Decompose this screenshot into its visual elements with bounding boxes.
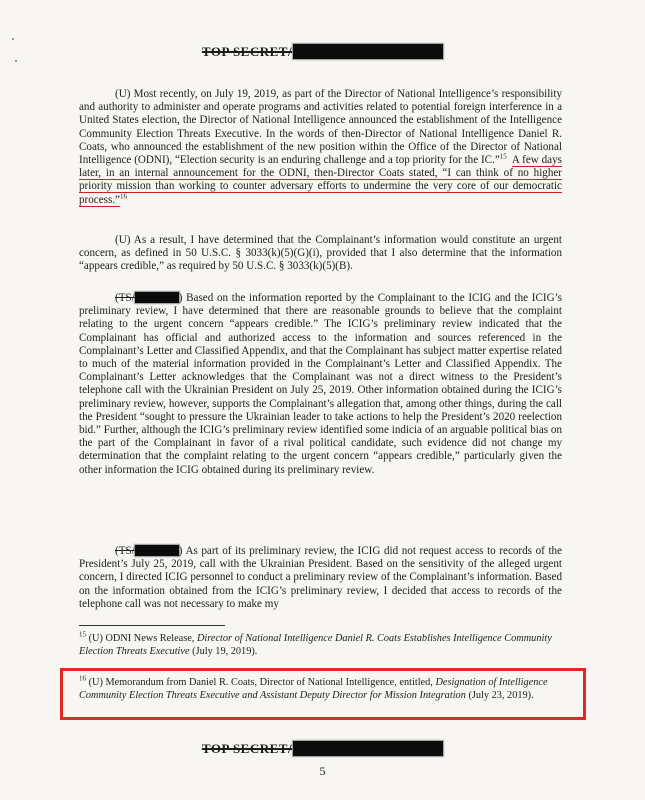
paragraph-3-redaction: [135, 292, 179, 303]
footnote-15-date: (July 19, 2019).: [192, 645, 258, 657]
paragraph-1: [79, 88, 562, 207]
footnote-divider: [79, 625, 225, 626]
paragraph-4-redaction: [135, 545, 179, 556]
paragraph-2: [79, 234, 562, 274]
header-classification-text: TOP SECRET/: [201, 44, 293, 59]
scan-speck: [12, 38, 14, 40]
footnote-ref-16: 16: [119, 191, 127, 200]
paragraph-3-text: Based on the information reported by the Complainant to the ICIG and the ICIG’s preliminary review, I have determined that there are reasonable grounds to believe that the complaint relating to the urgent concern “appears credible.” The ICIG’s preliminary review indicated that the Complainant has official and authorized access to the information and sources referenced in the Complainant’s Letter and Classified Appendix, and that the Complainant has subject matter expertise related to much of the material information provided in the Complainant’s Letter and Classified Appendix. The Complainant’s Letter acknowledges that the Complainant was not a direct witness to the President’s telephone call with the Ukrainian President on July 25, 2019. Other information obtained during the ICIG’s preliminary review, however, supports the Complainant’s allegation that, among other things, during the call the President “sought to pressure the Ukrainian leader to take actions to help the President’s 2020 reelection bid.” Further, although the ICIG’s preliminary review identified some indicia of an arguable political bias on the part of the Complainant in favor of a rival political candidate, such evidence did not change my determination that the complaint relating to the urgent concern “appears credible,” particularly given the other information the ICIG obtained during its preliminary review.: [79, 292, 562, 476]
paragraph-1-text: (U) Most recently, on July 19, 2019, as part of the Director of National Intelligence’s responsibility and authority to administer and operate programs and activities related to potential foreign interference in a United States election, the Director of National Intelligence announced the establishment of the Intelligence Community Election Threats Executive. In the words of then-Director of National Intelligence Daniel R. Coats, who announced the establishment of the new position within the Office of the Director of National Intelligence (ODNI), “Election security is an enduring challenge and a top priority for the IC.”: [79, 88, 562, 167]
footnote-16-text: (U) Memorandum from Daniel R. Coats, Director of National Intelligence, entitled,: [88, 677, 433, 688]
footnote-16-number: 16: [79, 674, 86, 683]
paragraph-2-text: (U) As a result, I have determined that the Complainant’s information would constitute an urgent concern, as defined in 50 U.S.C. § 3033(k)(5)(G)(i), provided that I also determine that the information “appears credible,” as required by 50 U.S.C. § 3033(k)(5)(B).: [79, 234, 562, 273]
footnote-16-title: Designation of Intelligence Community Election Threats Executive and Assistant Deputy Director for Mission Integration: [79, 677, 548, 701]
footnote-15-number: 15: [79, 630, 86, 639]
footnote-16: [79, 674, 562, 702]
highlighted-quote: A few days later, in an internal announcement for the ODNI, then-Director Coats stated, “I can think of no higher priority mission than working to counter adversary efforts to undermine the very core of our democratic process.”: [79, 154, 562, 206]
footnote-15: [79, 630, 562, 658]
footer-redaction: [293, 741, 443, 756]
page-number: 5: [319, 764, 326, 778]
footnote-16-date: (July 23, 2019).: [468, 689, 534, 701]
paragraph-4-text: As part of its preliminary review, the ICIG did not request access to records of the President’s July 25, 2019, call with the Ukrainian President. Based on the sensitivity of the alleged urgent concern, I directed ICIG personnel to conduct a preliminary review of the Complainant’s information. Based on the information obtained from the ICIG’s preliminary review, I decided that access to records of the telephone call was not necessary to make my: [79, 545, 562, 610]
scan-speck: [15, 60, 17, 62]
paragraph-4: [79, 545, 562, 611]
paragraph-3: [79, 292, 562, 477]
header-classification: [0, 44, 645, 60]
footnote-ref-15: 15: [499, 152, 507, 161]
footer-classification-text: TOP SECRET/: [201, 741, 293, 756]
paragraph-3-close: ): [178, 292, 183, 304]
paragraph-3-classification: (TS/: [115, 292, 135, 304]
footnote-15-text: (U) ODNI News Release,: [88, 633, 195, 644]
footnote-15-title: Director of National Intelligence Daniel R. Coats Establishes Intelligence Community Election Threats Executive: [79, 633, 552, 657]
paragraph-4-close: ): [178, 545, 183, 557]
paragraph-4-classification: (TS/: [115, 545, 135, 557]
footer-classification: [0, 741, 645, 757]
header-redaction: [293, 44, 443, 59]
